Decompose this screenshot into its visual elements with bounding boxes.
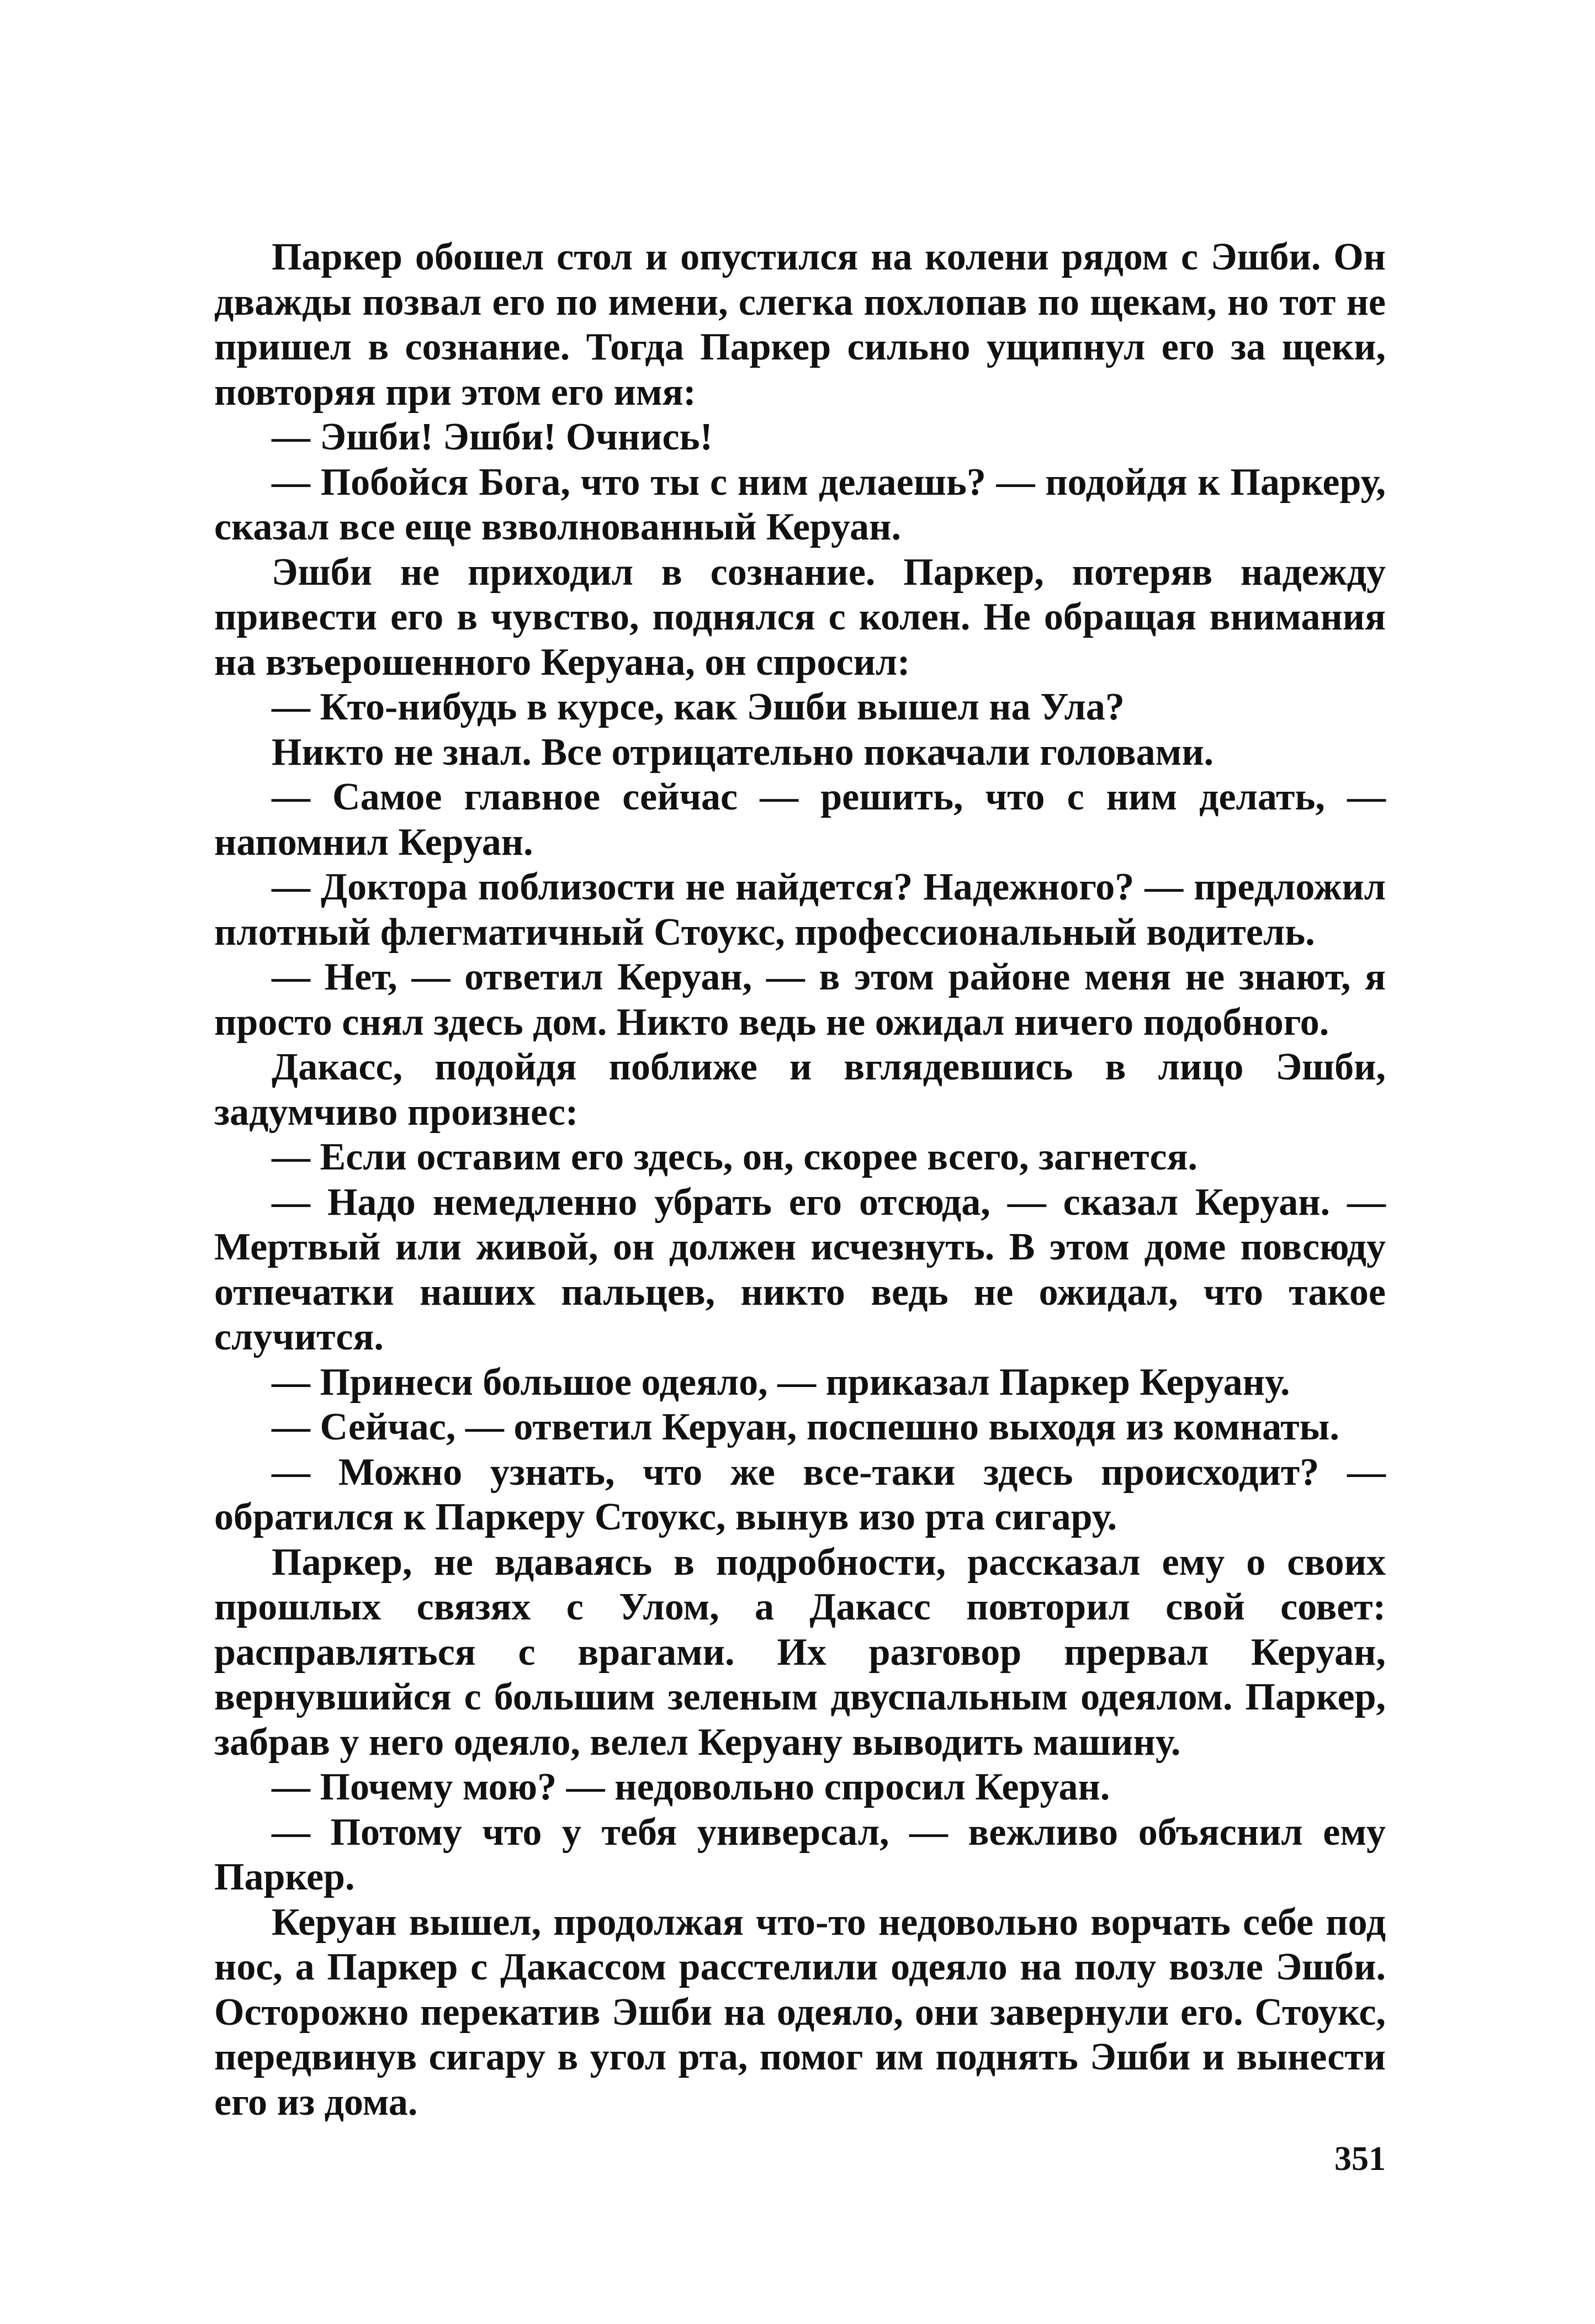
paragraph: — Можно узнать, что же все-таки здесь происходит? — обратился к Паркеру Стоукс, вынув изо рта сигару. bbox=[214, 1450, 1386, 1538]
paragraph: — Нет, — ответил Керуан, — в этом районе меня не знают, я просто снял здесь дом. Никто ведь не ожидал ничего подобного. bbox=[214, 956, 1386, 1044]
paragraph: — Доктора поблизости не найдется? Надежного? — предложил плотный флегматичный Стоукс, профессиональный водитель. bbox=[214, 866, 1386, 954]
paragraph: — Почему мою? — недовольно спросил Керуан. bbox=[272, 1766, 1110, 1808]
paragraph: — Принеси большое одеяло, — приказал Паркер Керуану. bbox=[272, 1360, 1290, 1404]
paragraph: Паркер обошел стол и опустился на колени рядом с Эшби. Он дважды позвал его по имени, слегка похлопав по щекам, но тот не пришел в сознание. Тогда Паркер сильно ущипнул его за щеки, повторяя при этом его имя: bbox=[214, 236, 1386, 414]
paragraph: Керуан вышел, продолжая что-то недовольно ворчать себе под нос, а Паркер с Дакассом расстелили одеяло на полу возле Эшби. Осторожно перекатив Эшби на одеяло, они завернули его. Стоукс, передвинув сигару в угол рта, помог им поднять Эшби и вынести его из дома. bbox=[214, 1901, 1386, 2124]
page-number: 351 bbox=[1334, 2140, 1386, 2178]
paragraph: Эшби не приходил в сознание. Паркер, потеряв надежду привести его в чувство, поднялся с колен. Не обращая внимания на взъерошенного Керуана, он спросил: bbox=[214, 550, 1386, 684]
paragraph: — Если оставим его здесь, он, скорее всего, загнется. bbox=[272, 1136, 1197, 1178]
paragraph: Никто не знал. Все отрицательно покачали головами. bbox=[272, 730, 1214, 774]
body-text bbox=[214, 235, 1386, 2125]
paragraph: — Самое главное сейчас — решить, что с ним делать, — напомнил Керуан. bbox=[214, 776, 1386, 864]
paragraph: — Сейчас, — ответил Керуан, поспешно выходя из комнаты. bbox=[272, 1406, 1339, 1448]
paragraph: — Эшби! Эшби! Очнись! bbox=[272, 416, 713, 458]
paragraph: Дакасс, подойдя поближе и вглядевшись в лицо Эшби, задумчиво произнес: bbox=[214, 1046, 1386, 1134]
paragraph: Паркер, не вдаваясь в подробности, рассказал ему о своих прошлых связях с Улом, а Дакасс повторил свой совет: расправляться с врагами. Их разговор прервал Керуан, вернувшийся с большим зеленым двуспальным одеялом. Паркер, забрав у него одеяло, велел Керуану выводить машину. bbox=[214, 1540, 1386, 1764]
paragraph: — Надо немедленно убрать его отсюда, — сказал Керуан. — Мертвый или живой, он должен исчезнуть. В этом доме повсюду отпечатки наших пальцев, никто ведь не ожидал, что такое случится. bbox=[214, 1180, 1386, 1358]
paragraph: — Побойся Бога, что ты с ним делаешь? — подойдя к Паркеру, сказал все еще взволнованный Керуан. bbox=[214, 460, 1386, 548]
paragraph: — Кто-нибудь в курсе, как Эшби вышел на Ула? bbox=[272, 686, 1125, 728]
paragraph: — Потому что у тебя универсал, — вежливо объяснил ему Паркер. bbox=[214, 1811, 1386, 1898]
